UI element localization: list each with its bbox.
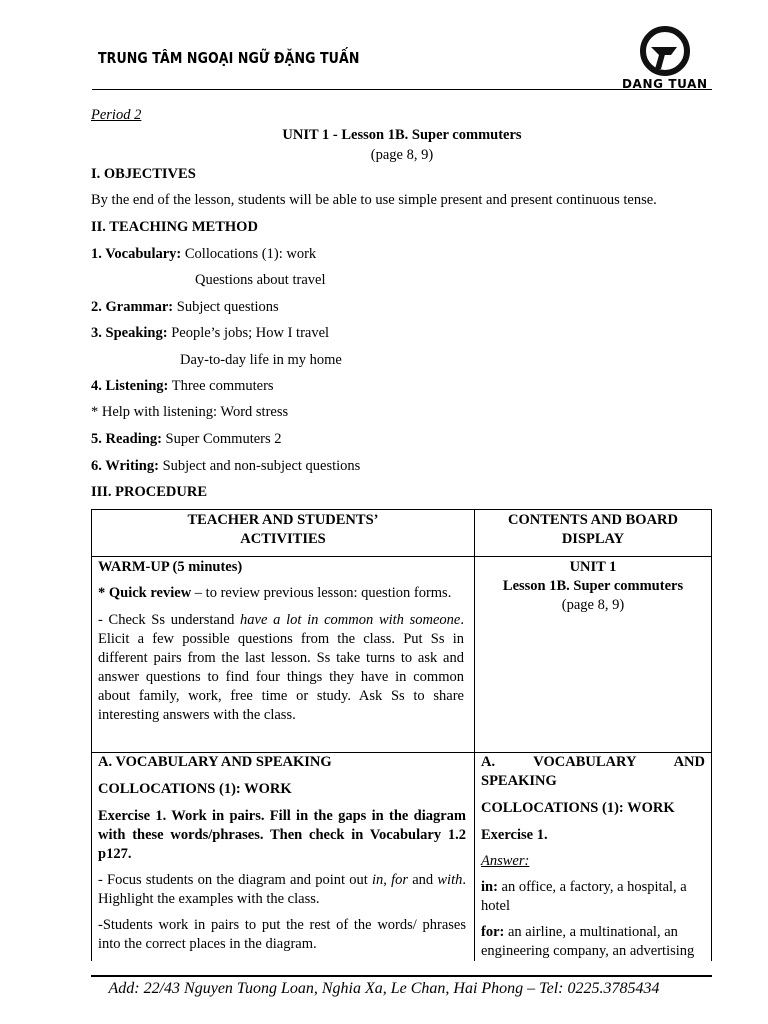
- procedure-heading: III. PROCEDURE: [91, 484, 208, 500]
- vocab-focus: - Focus students on the diagram and point out in, for and with. Highlight the examples with the class.: [98, 872, 466, 907]
- method-item-listening: 4. Listening: Three commuters: [91, 378, 274, 394]
- vocab-sub: COLLOCATIONS (1): WORK: [98, 781, 292, 797]
- objectives-text: By the end of the lesson, students will be able to use simple present and present continuous tense.: [91, 192, 657, 208]
- header-rule: [92, 89, 712, 90]
- warmup-board: UNIT 1 Lesson 1B. Super commuters (page 8, 9): [502, 559, 684, 613]
- dang-tuan-logo-icon: [637, 25, 693, 81]
- warmup-title: WARM-UP (5 minutes): [98, 559, 243, 575]
- vocab-cell: [98, 753, 466, 954]
- table-header-left: TEACHER AND STUDENTS’ ACTIVITIES: [187, 512, 379, 547]
- method-item-speaking: 3. Speaking: People’s jobs; How I travel: [91, 325, 330, 341]
- table-header-divider: [91, 556, 712, 557]
- method-item-reading: 5. Reading: Super Commuters 2: [91, 431, 282, 447]
- answer-for: for: an airline, a multinational, an engineering company, an advertising: [481, 924, 695, 959]
- method-item-writing: 6. Writing: Subject and non-subject questions: [91, 458, 361, 474]
- table-header-right: CONTENTS AND BOARD DISPLAY: [508, 512, 678, 547]
- warmup-cell: [98, 558, 464, 725]
- vocab-title: A. VOCABULARY AND SPEAKING: [98, 754, 332, 770]
- warmup-instructions: - Check Ss understand have a lot in common with someone. Elicit a few possible questions from the class. Put Ss in different pairs from the last lesson. Ss take turns to ask and answer questions to find four things they have in common about family, work, free time or study. Ask Ss to share interesting answers with the class.: [98, 612, 464, 723]
- quick-review: * Quick review – to review previous lesson: question forms.: [98, 585, 452, 601]
- lesson-title: UNIT 1 - Lesson 1B. Super commuters: [282, 127, 522, 143]
- period-label: Period 2: [91, 107, 142, 123]
- method-item-vocabulary-extra: Questions about travel: [195, 272, 326, 288]
- method-item-listening-help: * Help with listening: Word stress: [91, 404, 289, 420]
- answer-in: in: an office, a factory, a hospital, a hotel: [481, 879, 687, 914]
- method-heading: II. TEACHING METHOD: [91, 219, 258, 235]
- logo-text: DANG TUAN: [622, 77, 708, 91]
- method-item-vocabulary: 1. Vocabulary: Collocations (1): work: [91, 246, 317, 262]
- footer-rule: [91, 975, 712, 977]
- objectives-heading: I. OBJECTIVES: [91, 166, 196, 182]
- method-item-speaking-extra: Day-to-day life in my home: [180, 352, 342, 368]
- center-name: TRUNG TÂM NGOẠI NGỮ ĐẶNG TUẤN: [98, 49, 360, 67]
- footer-address: Add: 22/43 Nguyen Tuong Loan, Nghia Xa, Le Chan, Hai Phong – Tel: 0225.3785434: [108, 980, 660, 997]
- vocab-pairs: -Students work in pairs to put the rest of the words/ phrases into the correct places in the diagram.: [98, 917, 466, 952]
- method-item-grammar: 2. Grammar: Subject questions: [91, 299, 279, 315]
- lesson-pages: (page 8, 9): [370, 147, 434, 163]
- vocab-exercise: Exercise 1. Work in pairs. Fill in the gaps in the diagram with these words/phrases. Then check in Vocabulary 1.2 p127.: [98, 808, 466, 862]
- vocab-board: A. VOCABULARY AND SPEAKING COLLOCATIONS (1): WORK Exercise 1. Answer: in: an office, a factory, a hospital, a hotel for: an airline, a multinational, an engineering company, an advertising: [481, 754, 705, 959]
